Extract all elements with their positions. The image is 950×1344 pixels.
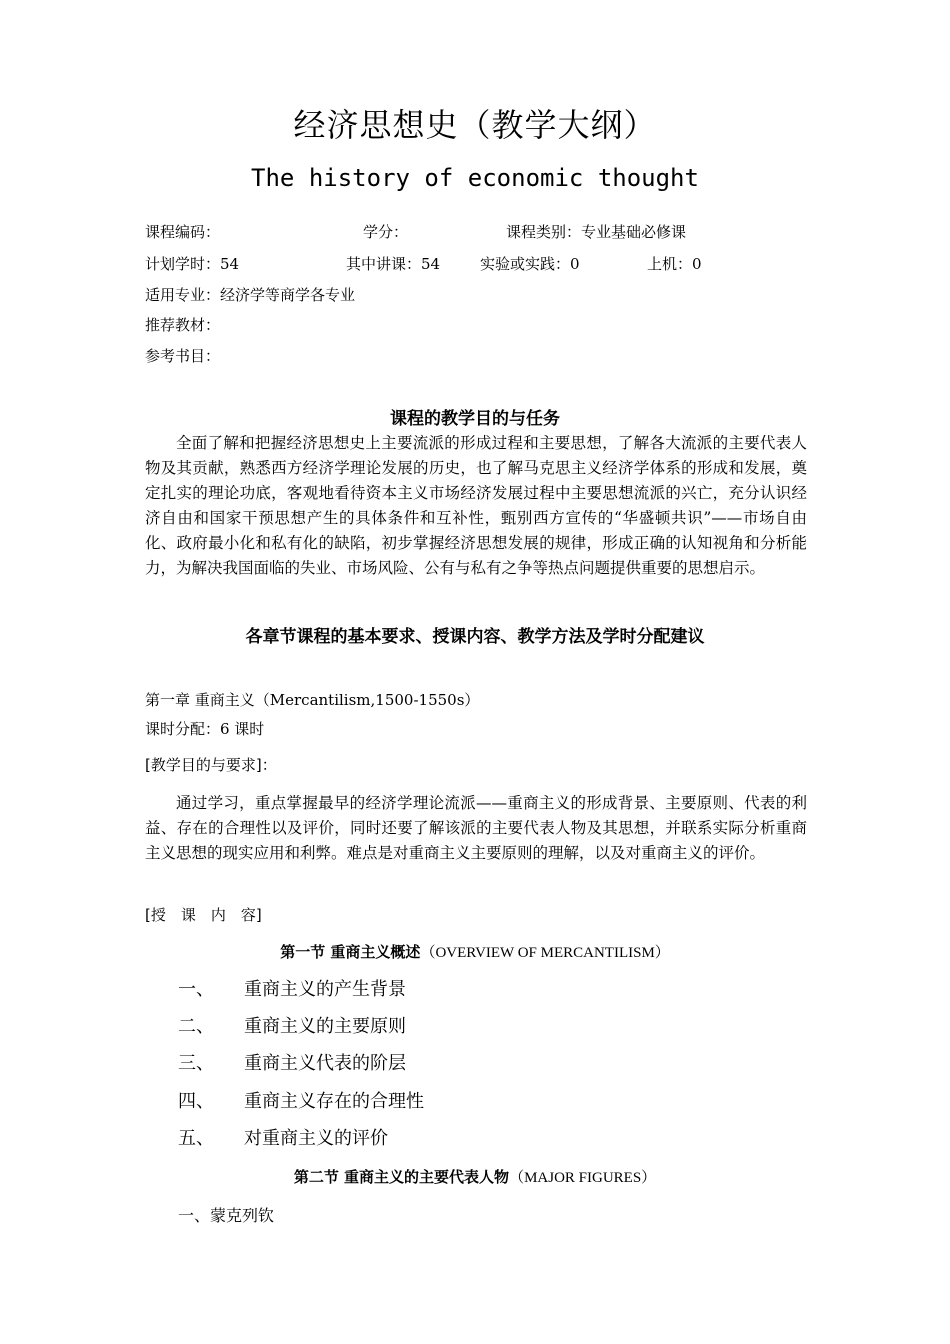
objectives-text: 全面了解和把握经济思想史上主要流派的形成过程和主要思想，了解各大流派的主要代表人物及其贡献，熟悉西方经济学理论发展的历史，也了解马克思主义经济学体系的形成和发展，奠定扎实的理论功底，客观地看待资本主义市场经济发展过程中主要思想流派的兴亡，充分认识经济自由和国家干预思想产生的具体条件和互补性，甄别西方宣传的“华盛顿共识”——市场自由化、政府最小化和私有化的缺陷，初步掌握经济思想发展的规律，形成正确的认知视角和分析能力，为解决我国面临的失业、市场风险、公有与私有之争等热点问题提供重要的思想启示。 (145, 434, 807, 577)
teaching-goal-label: [教学目的与要求]： (145, 756, 277, 774)
teaching-goal-paragraph (145, 791, 807, 866)
list-item-text: 重商主义代表的阶层 (244, 1053, 406, 1074)
list-item (178, 975, 406, 1001)
section-2-first-item: 一、蒙克列钦 (178, 1206, 275, 1225)
lecture-hours: 其中讲课：54 (346, 255, 441, 273)
course-code-label: 课程编码： (145, 223, 221, 241)
lab-hours: 实验或实践：0 (480, 255, 580, 273)
list-item-number: 四、 (178, 1091, 214, 1112)
document-title: 经济思想史（教学大纲） (293, 106, 657, 144)
section-1-title (0, 941, 950, 962)
section-1-title-cn: 第一节 重商主义概述 (280, 943, 421, 961)
applicable-major: 适用专业：经济学等商学各专业 (145, 286, 356, 304)
planned-hours: 计划学时：54 (145, 255, 240, 273)
computer-hours: 上机：0 (647, 255, 702, 273)
objectives-heading: 课程的教学目的与任务 (390, 409, 560, 429)
section-2-title-cn: 第二节 重商主义的主要代表人物 (293, 1168, 510, 1186)
list-item-number: 三、 (178, 1053, 214, 1074)
list-item-number: 一、 (178, 979, 214, 1000)
list-item-text: 重商主义的主要原则 (244, 1016, 406, 1037)
course-type: 课程类别：专业基础必修课 (506, 223, 687, 241)
section-2-title-en: （MAJOR FIGURES） (509, 1170, 657, 1186)
section-2-title (0, 1166, 950, 1187)
chapter-hours: 课时分配：6 课时 (145, 720, 265, 738)
list-item-text: 重商主义存在的合理性 (244, 1091, 424, 1112)
list-item (178, 1087, 424, 1113)
list-item-text: 对重商主义的评价 (244, 1128, 388, 1149)
list-item (178, 1124, 388, 1150)
section-1-title-en: （OVERVIEW OF MERCANTILISM） (420, 945, 670, 961)
list-item (178, 1049, 406, 1075)
list-item-text: 重商主义的产生背景 (244, 979, 406, 1000)
objectives-paragraph (145, 431, 807, 581)
chapters-heading: 各章节课程的基本要求、授课内容、教学方法及学时分配建议 (245, 627, 705, 647)
list-item-number: 五、 (178, 1128, 214, 1149)
teaching-content-label: [授 课 内 容] (145, 906, 262, 924)
list-item-number: 二、 (178, 1016, 214, 1037)
teaching-goal-text: 通过学习，重点掌握最早的经济学理论流派——重商主义的形成背景、主要原则、代表的利益、存在的合理性以及评价，同时还要了解该派的主要代表人物及其思想，并联系实际分析重商主义思想的现实应用和利弊。难点是对重商主义主要原则的理解，以及对重商主义的评价。 (145, 794, 807, 862)
list-item (178, 1012, 406, 1038)
textbook-label: 推荐教材： (145, 316, 221, 334)
chapter-title: 第一章 重商主义（Mercantilism,1500-1550s） (145, 691, 480, 709)
references-label: 参考书目： (145, 347, 221, 365)
credit-label: 学分： (363, 223, 409, 241)
document-subtitle: The history of economic thought (251, 164, 699, 192)
